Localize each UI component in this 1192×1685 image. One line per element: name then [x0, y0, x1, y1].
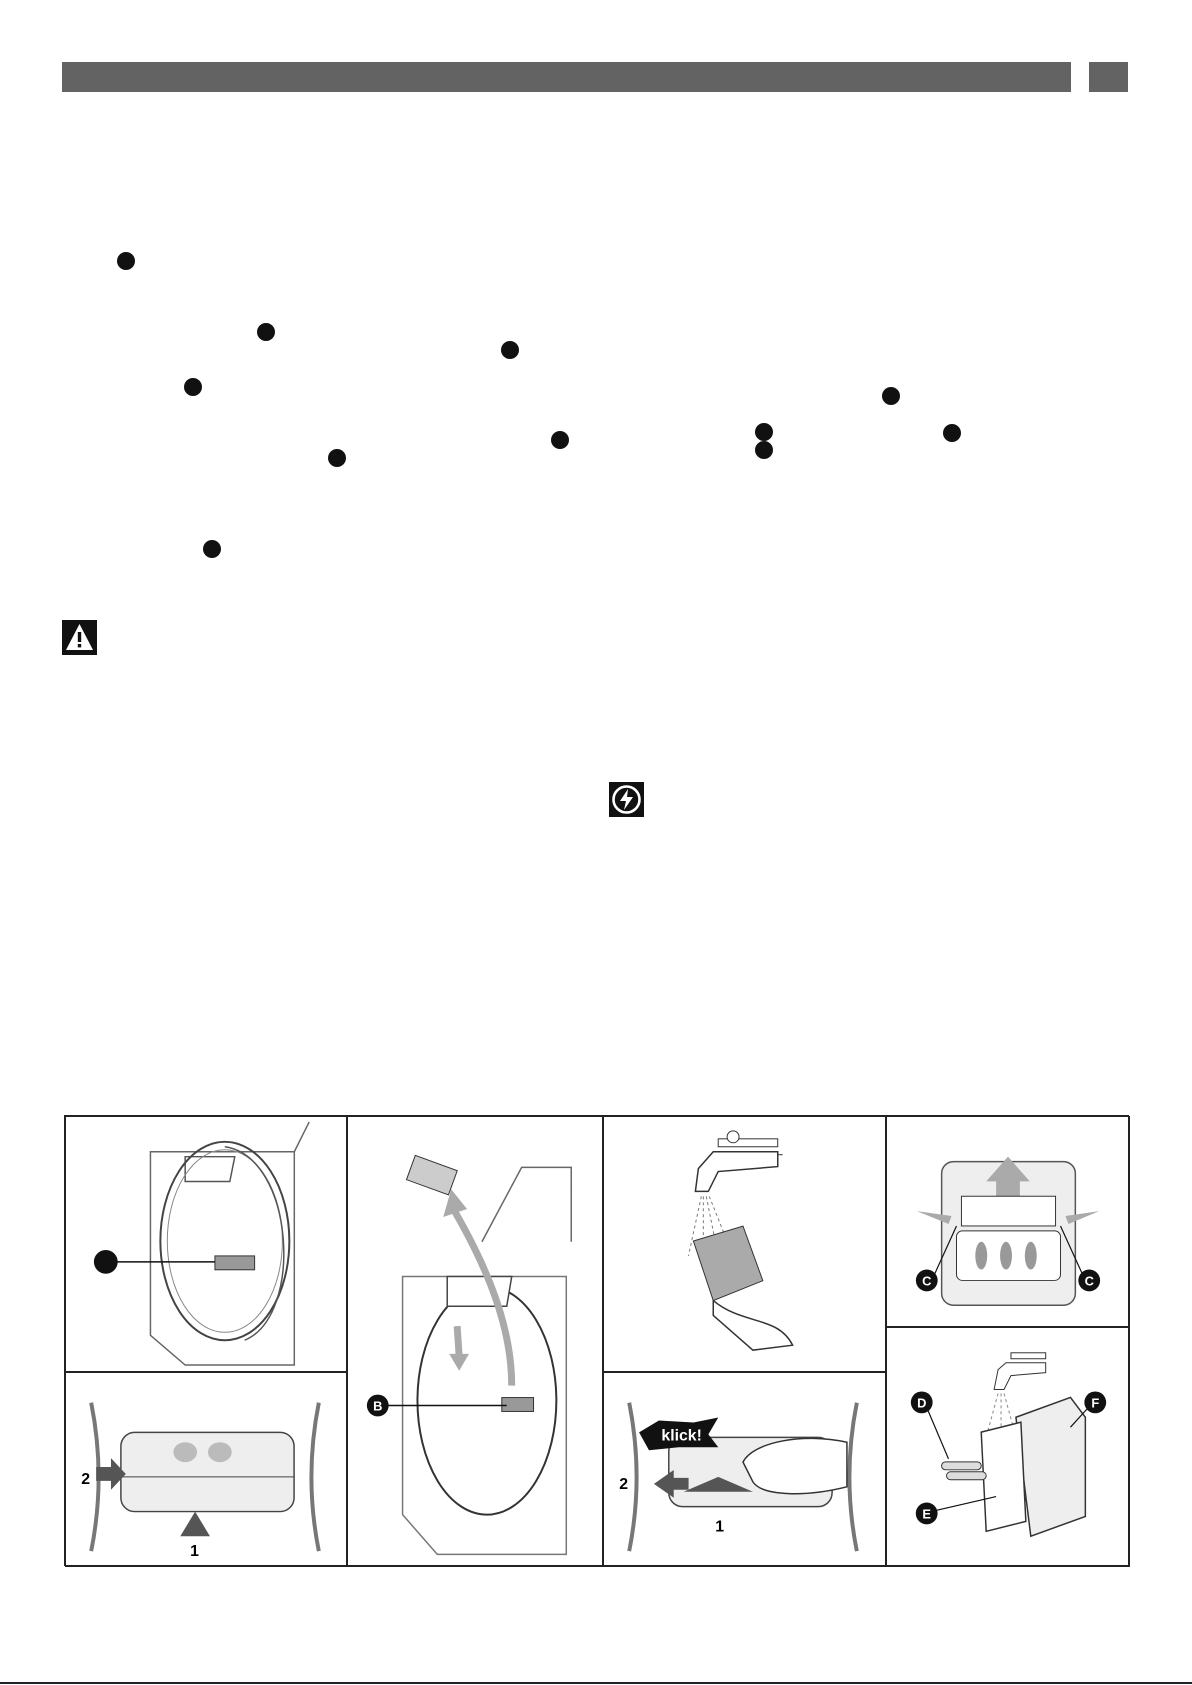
- step-1-right: 1: [715, 1518, 725, 1536]
- klick-label: klick!: [661, 1427, 702, 1445]
- label-d: D: [917, 1395, 927, 1411]
- figure-lock-close: [603, 1372, 886, 1567]
- step-2-left: 2: [81, 1470, 91, 1488]
- marker-dot-3: [501, 341, 519, 359]
- label-c-right: C: [1084, 1273, 1094, 1289]
- figure-dispenser-parts: [886, 1327, 1130, 1567]
- warning-triangle-icon: [62, 620, 97, 655]
- marker-dot-2: [257, 323, 275, 341]
- footer-rule: [0, 1682, 1192, 1684]
- marker-dot-11: [203, 540, 221, 558]
- figure-rinse-filter: [603, 1116, 886, 1372]
- figure-panel: [64, 1115, 1129, 1566]
- figure-dispenser-removal: [886, 1116, 1130, 1327]
- page-number-tab: [1089, 62, 1128, 92]
- label-c-left: C: [922, 1273, 932, 1289]
- figure-drum-filter: [65, 1116, 347, 1372]
- marker-dot-5: [882, 387, 900, 405]
- step-2-right: 2: [619, 1475, 629, 1493]
- marker-dot-10: [328, 449, 346, 467]
- lightning-bolt-icon: [609, 782, 644, 817]
- header-bar: [62, 62, 1071, 92]
- step-1-left: 1: [190, 1543, 199, 1561]
- marker-dot-7: [755, 423, 773, 441]
- label-b: B: [373, 1398, 383, 1414]
- figure-remove-filter: [347, 1116, 603, 1567]
- marker-dot-6: [551, 431, 569, 449]
- marker-dot-9: [755, 441, 773, 459]
- marker-dot-1: [117, 252, 135, 270]
- label-e: E: [922, 1506, 931, 1522]
- label-f: F: [1091, 1395, 1100, 1411]
- figure-lock-open: [65, 1372, 347, 1567]
- marker-dot-4: [184, 378, 202, 396]
- marker-dot-8: [943, 424, 961, 442]
